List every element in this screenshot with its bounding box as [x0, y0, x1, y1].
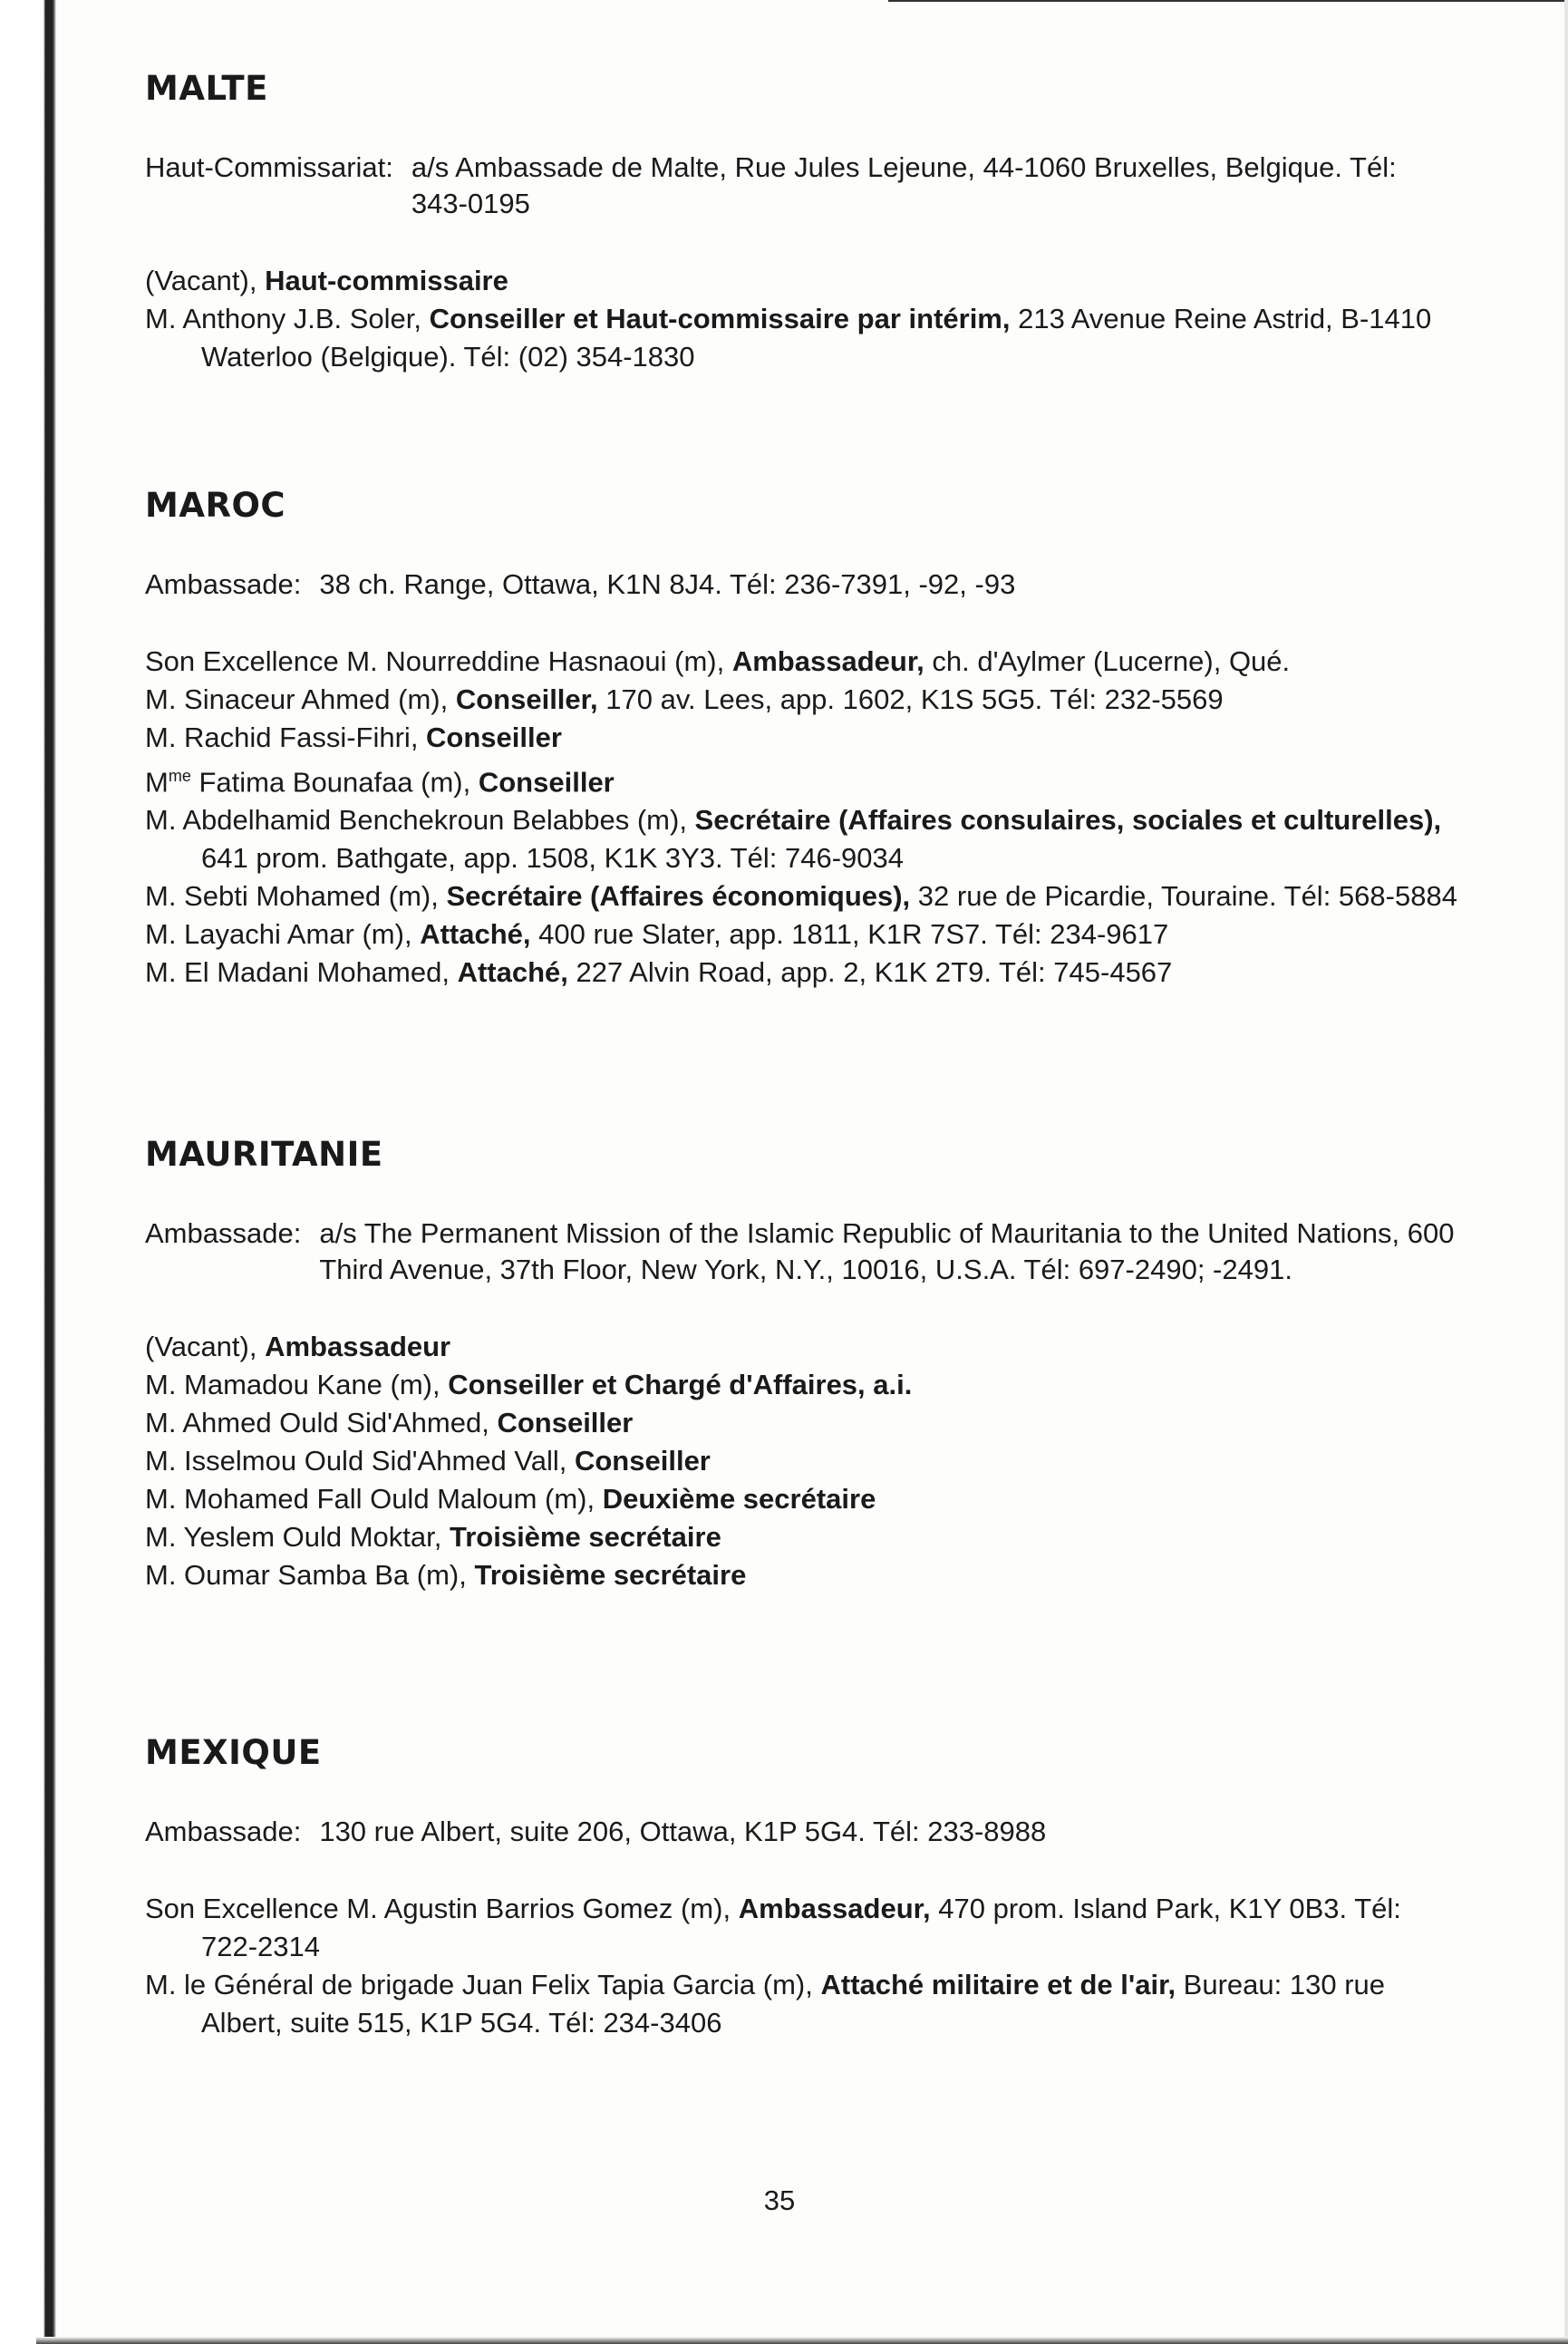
person-title: Attaché militaire et de l'air,: [820, 1969, 1176, 2000]
person-address: ch. d'Aylmer (Lucerne), Qué.: [924, 645, 1291, 677]
person-address: 470 prom. Island Park, K1Y 0B3. Tél: 722-2314: [201, 1893, 1401, 1962]
section-title: MAROC: [145, 486, 286, 525]
staff-entry: [145, 719, 1459, 757]
staff-list: [145, 1328, 1459, 1594]
person-title: Ambassadeur: [265, 1331, 451, 1362]
staff-entry: [145, 1328, 1459, 1366]
mission-address: [145, 1216, 1459, 1288]
staff-entry: [145, 1366, 1459, 1404]
mission-text: 38 ch. Range, Ottawa, K1N 8J4. Tél: 236-7391, -92, -93: [319, 568, 1016, 600]
mission-label: Ambassade:: [145, 1816, 302, 1847]
person-name: M. Anthony J.B. Soler,: [145, 303, 430, 334]
person-name: M. Sinaceur Ahmed (m),: [145, 683, 456, 715]
person-name: Son Excellence M. Agustin Barrios Gomez (m),: [145, 1893, 739, 1924]
person-title: Conseiller: [426, 722, 562, 753]
staff-entry: [145, 1404, 1459, 1442]
person-name: M. Sebti Mohamed (m),: [145, 880, 447, 913]
person-name: Son Excellence M. Nourreddine Hasnaoui (m),: [145, 645, 732, 677]
staff-entry: [145, 1442, 1459, 1480]
person-title: Deuxième secrétaire: [602, 1483, 876, 1515]
person-address: 400 rue Slater, app. 1811, K1R 7S7. Tél: 234-9617: [530, 918, 1169, 951]
staff-list: [145, 1890, 1459, 2042]
staff-entry: [145, 1966, 1459, 2042]
section-title: MEXIQUE: [145, 1733, 322, 1772]
person-name: (Vacant),: [145, 1331, 266, 1362]
staff-entry: [145, 801, 1459, 877]
person-title: Troisième secrétaire: [449, 1521, 721, 1553]
person-title: Conseiller et Haut-commissaire par intérim,: [429, 303, 1011, 334]
staff-entry: [145, 681, 1459, 719]
person-name: M. Isselmou Ould Sid'Ahmed Vall,: [145, 1445, 575, 1477]
staff-entry: [145, 1518, 1459, 1556]
person-name: M. Rachid Fassi-Fihri,: [145, 722, 427, 753]
person-address: 170 av. Lees, app. 1602, K1S 5G5. Tél: 232-5569: [597, 683, 1224, 715]
person-title: Conseiller: [497, 1407, 634, 1438]
honorific-prefix: M: [145, 766, 169, 799]
person-title: Ambassadeur,: [738, 1893, 931, 1924]
staff-entry: [145, 300, 1459, 376]
person-title: Conseiller et Chargé d'Affaires, a.i.: [448, 1369, 913, 1400]
person-name: M. le Général de brigade Juan Felix Tapia Garcia (m),: [145, 1969, 821, 2000]
mission-label: Haut-Commissariat:: [145, 151, 393, 183]
section-mexique: [145, 1733, 1459, 2042]
person-name: (Vacant),: [145, 265, 266, 296]
section-maroc: [145, 486, 1459, 992]
person-name: M. Mohamed Fall Ould Maloum (m),: [145, 1483, 603, 1515]
person-title: Conseiller: [478, 766, 615, 799]
person-name: M. Layachi Amar (m),: [145, 918, 421, 951]
honorific-superscript: me: [168, 767, 191, 785]
person-name: M. Mamadou Kane (m),: [145, 1369, 449, 1400]
mission-label: Ambassade:: [145, 1217, 302, 1249]
mission-label: Ambassade:: [145, 568, 302, 600]
staff-entry: [145, 757, 1459, 801]
person-name: M. Oumar Samba Ba (m),: [145, 1559, 475, 1591]
person-title: Haut-commissaire: [265, 265, 508, 296]
staff-list: [145, 643, 1459, 992]
person-address: 213 Avenue Reine Astrid, B-1410 Waterloo (Belgique). Tél: (02) 354-1830: [201, 303, 1432, 373]
person-address: Bureau: 130 rue Albert, suite 515, K1P 5G4. Tél: 234-3406: [201, 1969, 1386, 2039]
staff-entry: [145, 954, 1459, 992]
person-title: Conseiller,: [455, 683, 598, 715]
staff-entry: [145, 1480, 1459, 1518]
person-name: M. Ahmed Ould Sid'Ahmed,: [145, 1407, 498, 1438]
staff-entry: [145, 915, 1459, 954]
staff-entry: [145, 1890, 1459, 1966]
section-mauritanie: [145, 1135, 1459, 1594]
top-rule: [888, 0, 1568, 2]
person-address: 32 rue de Picardie, Touraine. Tél: 568-5884: [910, 880, 1457, 913]
person-name: Fatima Bounafaa (m),: [190, 766, 479, 799]
mission-address: [145, 567, 1459, 603]
person-name: M. Yeslem Ould Moktar,: [145, 1521, 450, 1553]
staff-entry: [145, 1556, 1459, 1594]
person-title: Troisième secrétaire: [474, 1559, 747, 1591]
person-title: Conseiller: [574, 1445, 711, 1477]
person-title: Secrétaire (Affaires économiques),: [446, 880, 911, 913]
person-title: Ambassadeur,: [731, 645, 924, 677]
person-name: M. Abdelhamid Benchekroun Belabbes (m),: [145, 804, 695, 837]
mission-address: [145, 150, 1459, 222]
mission-text: a/s The Permanent Mission of the Islamic Republic of Mauritania to the United Nations, 600 Third Avenue, 37th Floor, New York, N.Y., 10016, U.S.A. Tél: 697-2490; -2491.: [319, 1217, 1455, 1285]
staff-entry: [145, 877, 1459, 915]
person-title: Attaché,: [420, 918, 531, 951]
person-address: 227 Alvin Road, app. 2, K1K 2T9. Tél: 745-4567: [567, 956, 1173, 989]
right-page-edge: [1564, 0, 1568, 2344]
page-binding-edge: [0, 0, 56, 2344]
person-title: Secrétaire (Affaires consulaires, sociales et culturelles),: [694, 804, 1442, 837]
person-title: Attaché,: [457, 956, 568, 989]
person-name: M. El Madani Mohamed,: [145, 956, 458, 989]
person-address: 641 prom. Bathgate, app. 1508, K1K 3Y3. Tél: 746-9034: [201, 842, 904, 875]
staff-entry: [145, 643, 1459, 681]
mission-address: [145, 1814, 1459, 1850]
section-title: MAURITANIE: [145, 1135, 383, 1174]
section-title: MALTE: [145, 69, 268, 108]
page-number: 35: [763, 2184, 796, 2216]
mission-text: 130 rue Albert, suite 206, Ottawa, K1P 5G4. Tél: 233-8988: [319, 1816, 1047, 1847]
section-malte: [145, 69, 1459, 376]
mission-text: a/s Ambassade de Malte, Rue Jules Lejeune, 44-1060 Bruxelles, Belgique. Tél: 343-0195: [411, 151, 1397, 219]
bottom-page-edge: [36, 2337, 1568, 2344]
staff-list: [145, 262, 1459, 376]
staff-entry: [145, 262, 1459, 300]
